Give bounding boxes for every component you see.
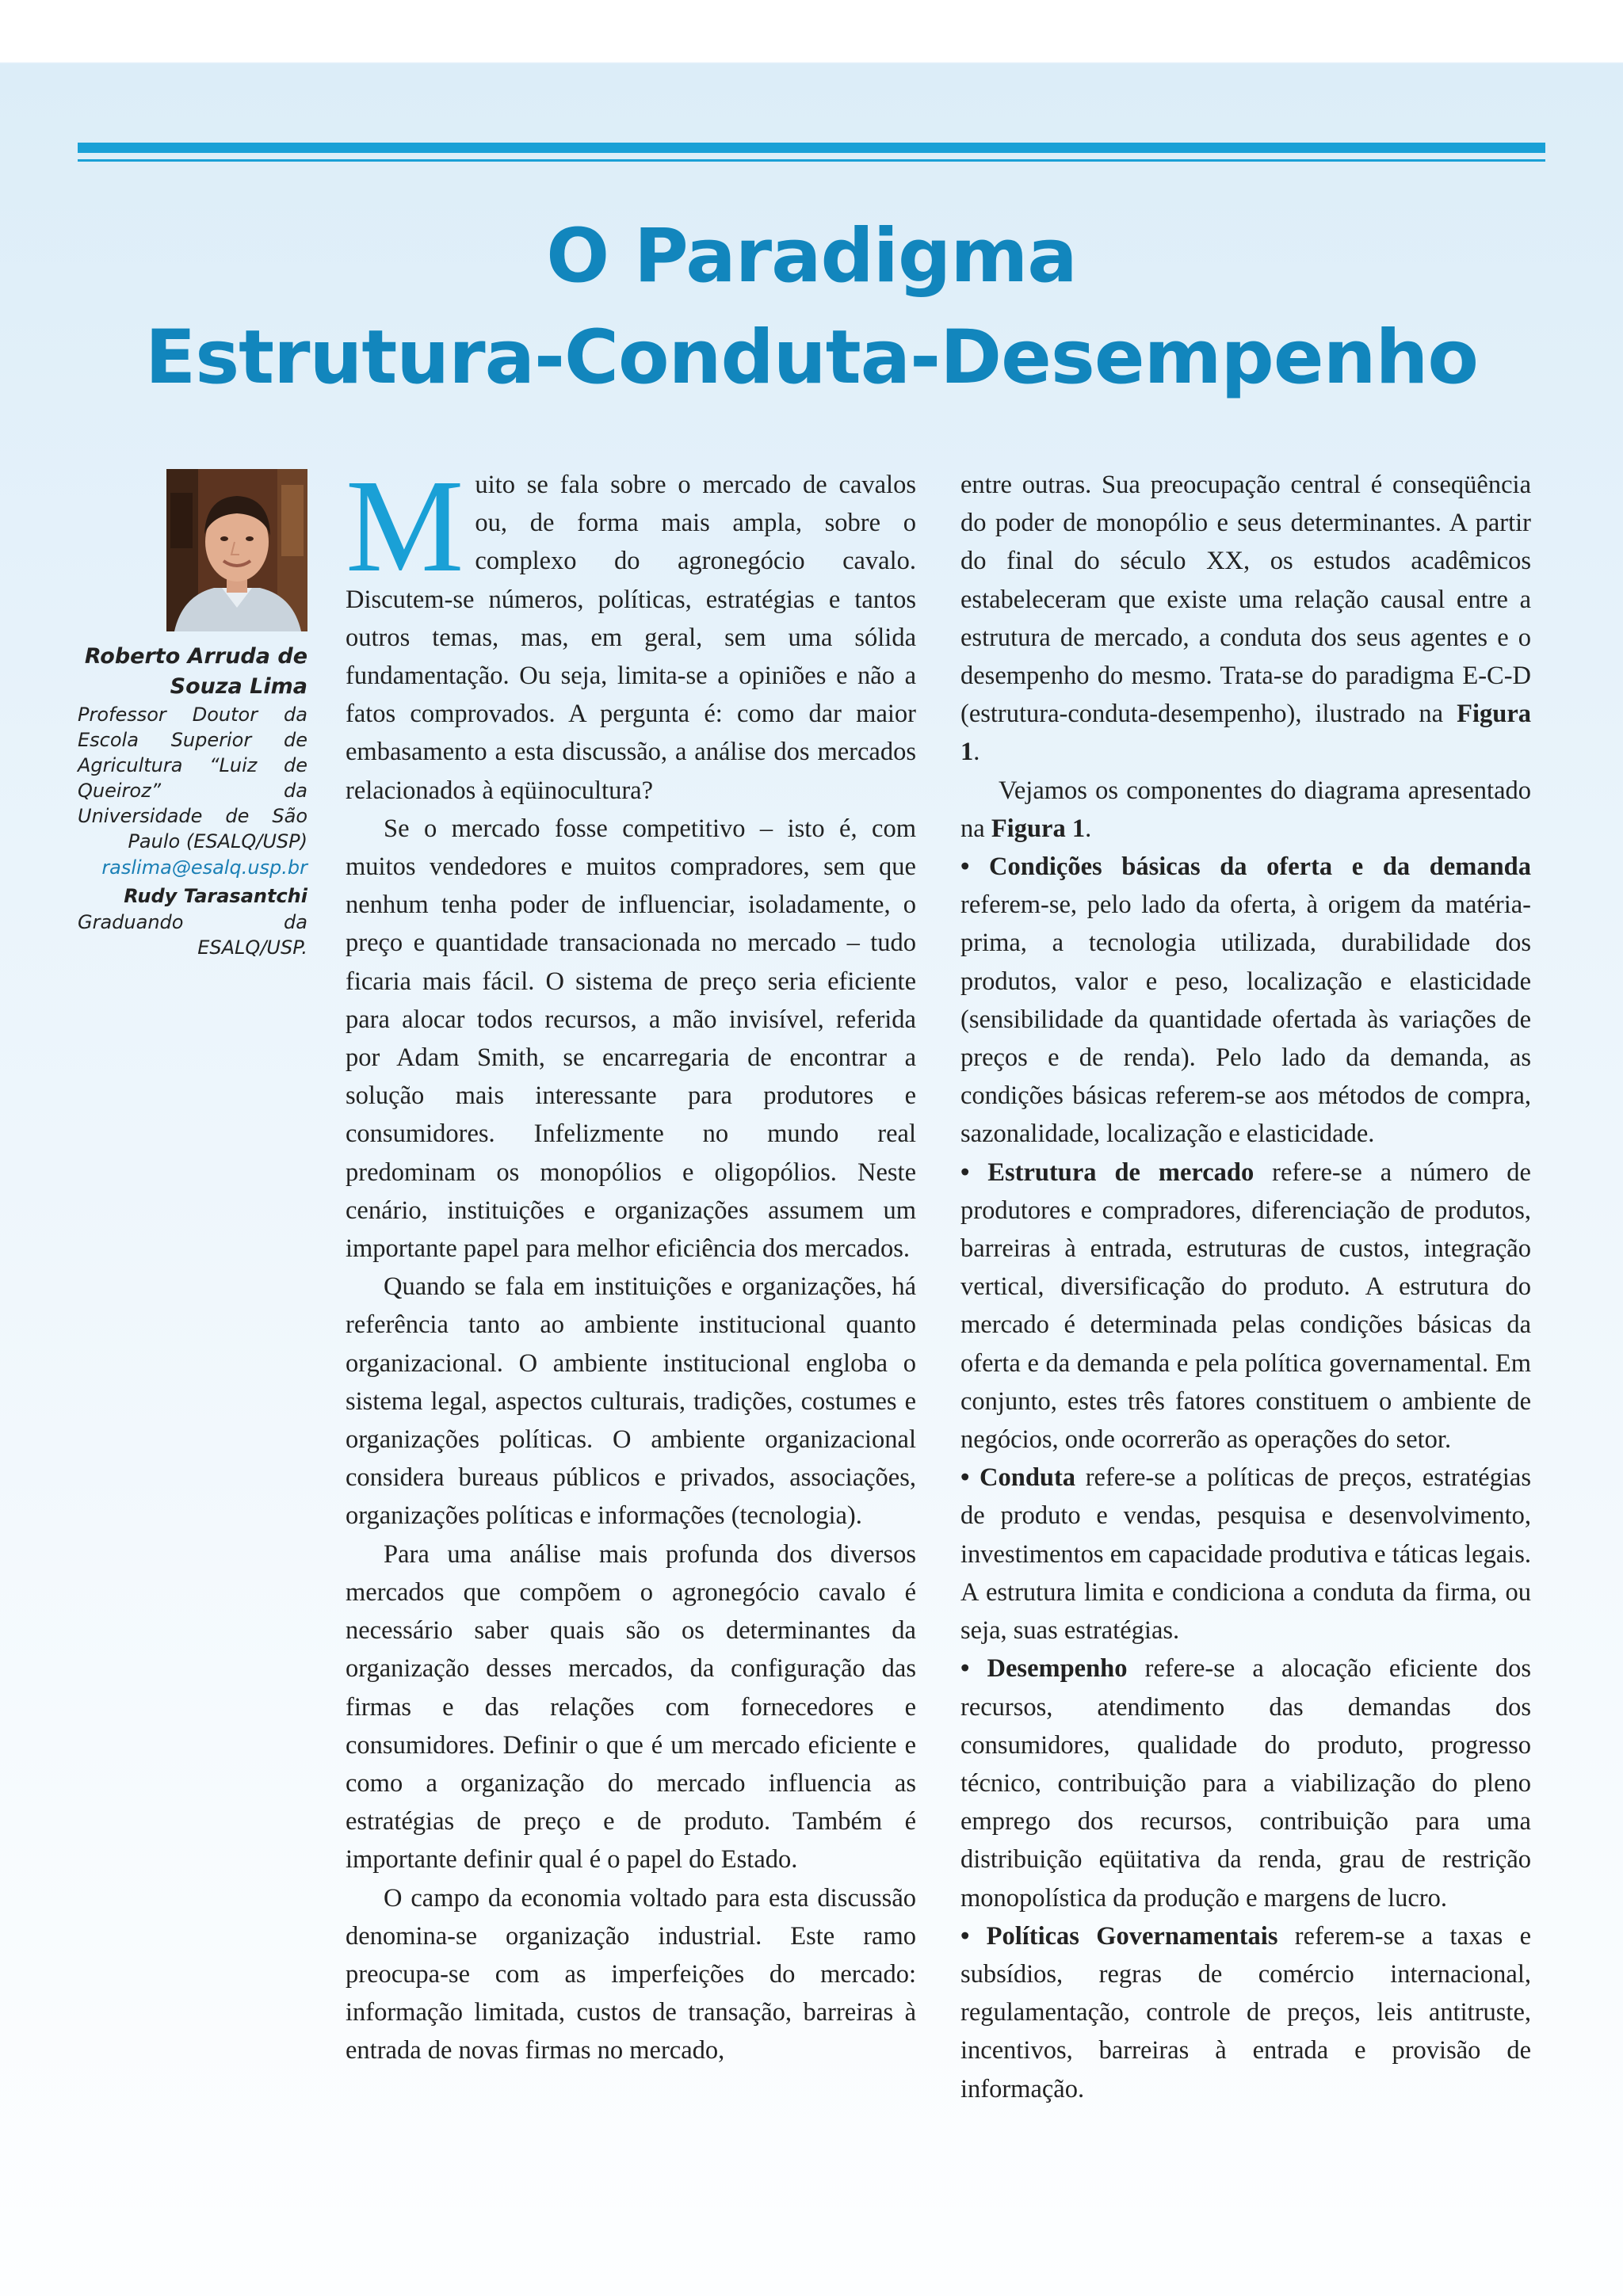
coauthor-name: Rudy Tarasantchi: [124, 885, 307, 907]
bullet-title: • Desempenho: [960, 1654, 1128, 1684]
author-sidebar: [78, 642, 307, 960]
paragraph-text: .: [973, 738, 980, 767]
bullet-item: [960, 1459, 1531, 1650]
bullet-item: [960, 1154, 1531, 1459]
author-photo: [166, 469, 307, 631]
paragraph: Para uma análise mais profunda dos diversos mercados que compõem o agronegócio cavalo é necessário saber quais são os determinantes da organização desses mercados, da configuração das firmas e das relações com fornecedores e consumidores. Definir o que é um mercado eficiente e como a organização do mercado influencia as estratégias de preço e de produto. Também é importante definir qual é o papel do Estado.: [346, 1539, 916, 1875]
bullet-title: • Estrutura de mercado: [960, 1158, 1254, 1187]
bullet-text: referem-se, pelo lado da oferta, à origem da matéria-prima, a tecnologia utilizada, durabilidade dos produtos, valor e peso, localização e elasticidade (sensibilidade da quantidade ofertada às variações de preços e de renda). Pelo lado da demanda, as condições básicas referem-se aos métodos de compra, sazonalidade, localização e elasticidade.: [960, 891, 1531, 1149]
bullet-item: [960, 1917, 1531, 2108]
paragraph-text: .: [1085, 814, 1092, 843]
paragraph: O campo da economia voltado para esta discussão denomina-se organização industrial. Este ramo preocupa-se com as imperfeições do mercado: informação limitada, custos de transação, barreiras à entrada de novas firmas no mercado,: [346, 1883, 916, 2065]
paragraph: [960, 466, 1531, 772]
article-title: [78, 206, 1545, 409]
bullet-title: • Conduta: [960, 1463, 1076, 1493]
author-email[interactable]: raslima@esalq.usp.br: [101, 856, 307, 879]
paragraph: [960, 772, 1531, 848]
drop-cap: M: [346, 452, 464, 600]
text-column-2: [960, 466, 1531, 2108]
bullet-item: [960, 1650, 1531, 1917]
paragraph: Se o mercado fosse competitivo – isto é, com muitos vendedores e muitos compradores, sem que nenhum tenha poder de influenciar, isoladamente, o preço e quantidade transacionada no mercado – tudo ficaria mais fácil. O sistema de preço seria eficiente para alocar todos recursos, a mão invisível, referida por Adam Smith, se encarregaria de encontrar a solução mais interessante para produtores e consumidores. Infelizmente no mundo real predominam os monopólios e oligopólios. Neste cenário, instituições e organizações assumem um importante papel para melhor eficiência dos mercados.: [346, 814, 916, 1264]
author-portrait-graphic: [166, 469, 307, 631]
figure-reference: Figura 1: [991, 814, 1086, 843]
bullet-text: refere-se a número de produtores e compradores, diferenciação de produtos, barreiras à entrada, estruturas de custos, integração vertical, diversificação do produto. A estrutura do mercado é determinada pelas condições básicas da oferta e da demanda e pela política governamental. Em conjunto, estes três fatores constituem o ambiente de negócios, onde ocorrerão as operações do setor.: [960, 1158, 1531, 1455]
paragraph: Quando se fala em instituições e organizações, há referência tanto ao ambiente institucional quanto organizacional. O ambiente institucional engloba o sistema legal, aspectos culturais, tradições, costumes e organizações políticas. O ambiente organizacional considera bureaus públicos e privados, associações, organizações políticas e informações (tecnologia).: [346, 1272, 916, 1531]
bullet-text: referem-se a taxas e subsídios, regras de comércio internacional, regulamentação, controle de preços, leis antitruste, incentivos, barreiras à entrada e provisão de informação.: [960, 1921, 1531, 2103]
bullet-text: refere-se a alocação eficiente dos recursos, atendimento das demandas dos consumidores, qualidade do produto, progresso técnico, contribuição para a viabilização do pleno emprego dos recursos, contribuição para uma distribuição eqüitativa da renda, grau de restrição monopolística da produção e margens de lucro.: [960, 1654, 1531, 1913]
title-line-2: Estrutura-Conduta-Desempenho: [145, 315, 1478, 401]
title-line-1: O Paradigma: [546, 213, 1077, 299]
paragraph: [346, 452, 916, 810]
bullet-title: • Condições básicas da oferta e da demanda: [960, 852, 1531, 882]
text-column-1: [346, 452, 916, 2070]
paragraph-text: Vejamos os componentes do diagrama apresentado na: [960, 776, 1531, 843]
coauthor-affiliation: Graduando da ESALQ/USP.: [78, 911, 307, 959]
header-rule-thin: [78, 159, 1545, 162]
bullet-title: • Políticas Governamentais: [960, 1921, 1278, 1951]
bullet-text: refere-se a políticas de preços, estratégias de produto e vendas, pesquisa e desenvolvimento, investimentos em capacidade produtiva e táticas legais. A estrutura limita e condiciona a conduta da firma, ou seja, suas estratégias.: [960, 1463, 1531, 1646]
header-rule-thick: [78, 143, 1545, 153]
author-name: Roberto Arruda de Souza Lima: [84, 644, 307, 699]
paragraph-text: entre outras. Sua preocupação central é conseqüência do poder de monopólio e seus determinantes. A partir do final do século XX, os estudos acadêmicos estabeleceram que existe uma relação causal entre a estrutura de mercado, a conduta dos seus agentes e o desempenho do mesmo. Trata-se do paradigma E-C-D (estrutura-conduta-desempenho), ilustrado na: [960, 471, 1531, 729]
author-affiliation: Professor Doutor da Escola Superior de Agricultura “Luiz de Queiroz” da Universidade de São Paulo (ESALQ/USP): [78, 704, 307, 852]
paragraph-text: uito se fala sobre o mercado de cavalos ou, de forma mais ampla, sobre o complexo do agronegócio cavalo. Discutem-se números, políticas, estratégias e tantos outros temas, mas, em geral, sem uma sólida fundamentação. Ou seja, limita-se a opiniões e não a fatos comprovados. A pergunta é: como dar maior embasamento a esta discussão, a análise dos mercados relacionados à eqüinocultura?: [346, 471, 916, 805]
bullet-item: [960, 848, 1531, 1154]
figure-reference: Figura 1: [960, 700, 1531, 767]
